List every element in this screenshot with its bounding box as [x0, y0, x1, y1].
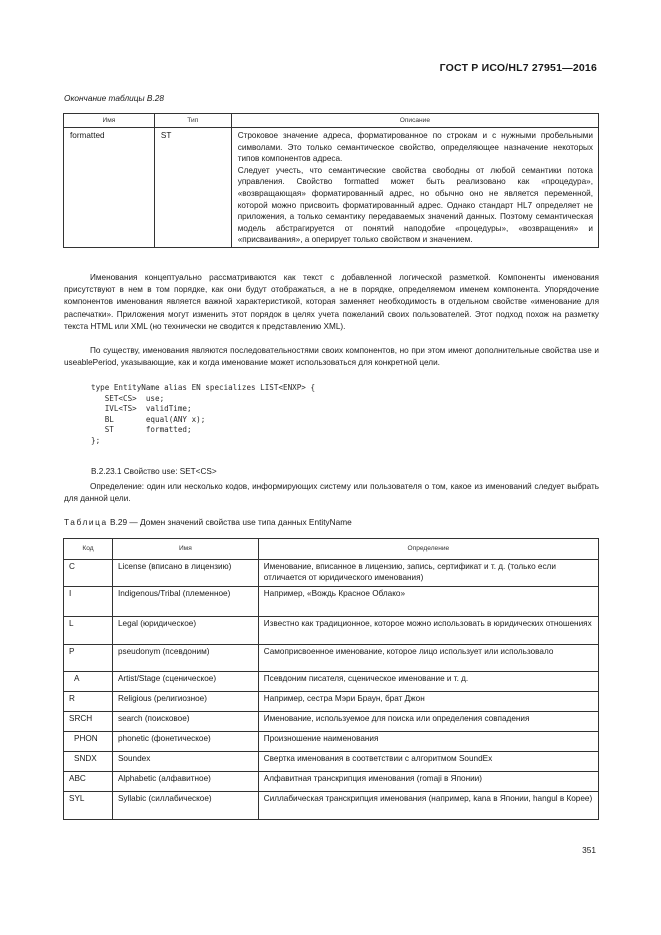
table2-cell-code: SRCH	[64, 712, 113, 732]
table-row	[64, 772, 599, 792]
table2-cell-definition: Самоприсвоенное именование, которое лицо использует или использовало	[258, 645, 598, 672]
table2-cell-code: L	[64, 617, 113, 645]
table2-cell-name: Legal (юридическое)	[112, 617, 258, 645]
table2-cell-name: pseudonym (псевдоним)	[112, 645, 258, 672]
table2-cell-code: ABC	[64, 772, 113, 792]
table2-caption-prefix: Таблица	[64, 517, 108, 527]
table2-cell-name: Alphabetic (алфавитное)	[112, 772, 258, 792]
body-paragraph-1: Именования концептуально рассматриваются как текст с добавленной логической разметкой. Компоненты именования присутствуют в нем в том порядке, как они будут отображаться, а не в порядке, определяемом именем компонента. Упорядочение компонентов именования является важной характеристикой, которая заменяет необходимость в отдельном свойстве «именование для распечатки». Приложения могут изменить этот порядок в целях учета пожеланий своих пользователей. Этот подход похож на разметку текста HTML или XML (но технически не сводится к представлению XML).	[64, 273, 599, 331]
table2-cell-definition: Силлабическая транскрипция именования (например, kana в Японии, hangul в Корее)	[258, 792, 598, 820]
body-paragraph-3: Определение: один или несколько кодов, информирующих систему или пользователя о том, какое из именований следует выбрать для данной цели.	[64, 482, 599, 504]
table-b29	[63, 538, 599, 820]
table2-cell-code: C	[64, 560, 113, 587]
table2-cell-definition: Известно как традиционное, которое можно использовать в юридических отношениях	[258, 617, 598, 645]
table2-cell-definition: Алфавитная транскрипция именования (romaji в Японии)	[258, 772, 598, 792]
table2-cell-definition: Например, сестра Мэри Браун, брат Джон	[258, 692, 598, 712]
table-row	[64, 645, 599, 672]
table2-header-row	[64, 539, 599, 560]
table2-cell-code: A	[64, 672, 113, 692]
standard-header: ГОСТ Р ИСО/HL7 27951—2016	[439, 62, 597, 74]
table-row	[64, 752, 599, 772]
table2-cell-code: I	[64, 587, 113, 617]
table2-caption-title: B.29 — Домен значений свойства use типа данных EntityName	[107, 517, 352, 527]
table2-header-definition: Определение	[258, 539, 598, 560]
table2-cell-definition: Свертка именования в соответствии с алгоритмом SoundEx	[258, 752, 598, 772]
table2-caption	[64, 517, 352, 527]
table2-cell-name: Religious (религиозное)	[112, 692, 258, 712]
table1-cell-description	[231, 128, 598, 248]
table1-header-type: Тип	[154, 114, 231, 128]
table2-cell-definition: Именование, используемое для поиска или определения совпадения	[258, 712, 598, 732]
table2-header-name: Имя	[112, 539, 258, 560]
table1-caption: Окончание таблицы В.28	[64, 93, 164, 103]
table-row	[64, 617, 599, 645]
body-paragraph-2: По существу, именования являются последовательностями своих компонентов, но при этом имеют дополнительные свойства use и useablePeriod, указывающие, как и когда именование может использоваться для конкретной цели.	[64, 346, 599, 368]
description-paragraph-1: Строковое значение адреса, форматированное по строкам и с нужными пробельными символами. Это только семантическое свойство, определяющее назначение некоторых типов компонентов адреса.	[237, 131, 593, 164]
table2-cell-name: Artist/Stage (сценическое)	[112, 672, 258, 692]
table2-cell-definition: Псевдоним писателя, сценическое именование и т. д.	[258, 672, 598, 692]
code-block: type EntityName alias EN specializes LIST<ENXP> { SET<CS> use; IVL<TS> validTime; BL equal(ANY x); ST formatted; };	[91, 383, 316, 445]
table-row	[64, 792, 599, 820]
subsection-heading: B.2.23.1 Свойство use: SET<CS>	[91, 467, 217, 476]
table1-cell-type: ST	[154, 128, 231, 248]
table2-cell-name: search (поисковое)	[112, 712, 258, 732]
table-row	[64, 732, 599, 752]
table2-cell-name: Soundex	[112, 752, 258, 772]
table-row	[64, 692, 599, 712]
table2-header-code: Код	[64, 539, 113, 560]
table1-cell-name: formatted	[64, 128, 155, 248]
table2-cell-name: License (вписано в лицензию)	[112, 560, 258, 587]
table-row	[64, 560, 599, 587]
table-b28-continuation	[63, 113, 599, 248]
table2-cell-code: SYL	[64, 792, 113, 820]
table-row	[64, 587, 599, 617]
table-row	[64, 672, 599, 692]
table-row	[64, 712, 599, 732]
table2-cell-definition: Например, «Вождь Красное Облако»	[258, 587, 598, 617]
table2-cell-code: R	[64, 692, 113, 712]
table-row	[64, 128, 599, 248]
table2-cell-code: SNDX	[64, 752, 113, 772]
table2-cell-name: phonetic (фонетическое)	[112, 732, 258, 752]
description-paragraph-2: Следует учесть, что семантические свойства свободны от любой семантики потока управления. Свойство formatted может быть реализовано как «процедура», «возвращающая» форматированный адрес, но обычно оно не является переменной, которой можно присвоить форматированный адрес. Однако стандарт HL7 определяет не приложения, а только семантику передаваемых значений данных. Поэтому семантическая модель абстрагируется от понятий наподобие «процедуры», «возвращения» и «присваивания», а оперирует только свойством и значением.	[237, 165, 593, 245]
table1-header-name: Имя	[64, 114, 155, 128]
table1-header-description: Описание	[231, 114, 598, 128]
table2-cell-definition: Произношение наименования	[258, 732, 598, 752]
table2-cell-code: P	[64, 645, 113, 672]
page-number: 351	[582, 845, 596, 855]
table2-cell-name: Indigenous/Tribal (племенное)	[112, 587, 258, 617]
table2-cell-code: PHON	[64, 732, 113, 752]
table1-header-row	[64, 114, 599, 128]
table2-cell-name: Syllabic (силлабическое)	[112, 792, 258, 820]
table2-cell-definition: Именование, вписанное в лицензию, запись, сертификат и т. д. (только если отличается от юридического именования)	[258, 560, 598, 587]
